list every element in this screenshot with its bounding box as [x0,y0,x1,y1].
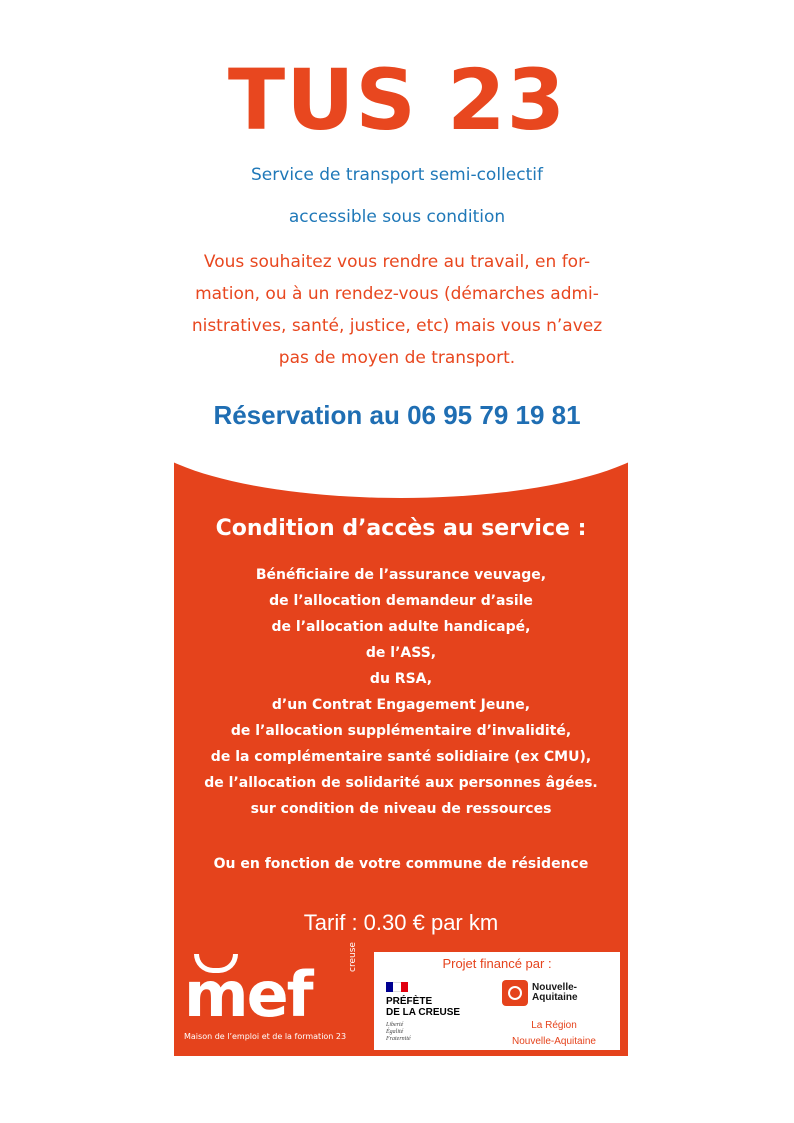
region-logo-line: Aquitaine [532,992,578,1003]
condition-item: de l’ASS, [365,645,437,661]
tarif-text: Tarif : 0.30 € par km [303,910,499,935]
commune-condition: Ou en fonction de votre commune de résidence [213,856,589,872]
prefete-logo [386,982,486,1043]
lion-emblem-icon [502,980,528,1006]
french-flag-icon [386,982,408,992]
intro-line: mation, ou à un rendez-vous (démarches admi- [195,284,599,304]
prefete-name-line: PRÉFÈTE [386,996,433,1007]
condition-item: d’un Contrat Engagement Jeune, [271,697,531,713]
condition-item: de l’allocation demandeur d’asile [269,593,533,609]
region-label-line: Nouvelle-Aquitaine [512,1036,596,1047]
mef-side-text: creuse [348,942,358,972]
region-logo-text [532,983,578,1003]
region-label [492,1018,616,1050]
intro-line: pas de moyen de transport. [278,348,516,368]
prefete-name [386,996,486,1018]
region-label-line: La Région [531,1020,577,1031]
mef-caption: Maison de l’emploi et de la formation 23 [184,1032,347,1041]
conditions-panel [174,432,628,1056]
region-logo-line: Nouvelle- [532,982,578,993]
motto-line: Égalité [386,1029,404,1035]
motto-line: Liberté [386,1022,404,1028]
intro-line: nistratives, santé, justice, etc) mais vous n’avez [191,316,603,336]
intro-line: Vous souhaitez vous rendre au travail, en for- [203,252,591,272]
motto-line: Fraternité [386,1036,411,1042]
condition-item: de l’allocation adulte handicapé, [271,619,531,635]
reservation-phone: Réservation au 06 95 79 19 81 [213,400,581,430]
mef-wordmark: mef [184,958,312,1031]
republic-motto [386,1022,486,1043]
subtitle-service: Service de transport semi-collectif [251,165,543,185]
page-title: TUS 23 [227,51,567,149]
mef-logo [182,942,372,1050]
prefete-name-line: DE LA CREUSE [386,1007,461,1018]
condition-item: sur condition de niveau de ressources [250,801,552,817]
conditions-list [174,562,628,822]
condition-item: de l’allocation de solidarité aux personnes âgées. [204,775,598,791]
panel-top-curve [174,432,628,498]
condition-item: Bénéficiaire de l’assurance veuvage, [255,567,547,583]
subtitle-condition: accessible sous condition [288,207,506,227]
intro-paragraph [150,246,644,374]
condition-item: de l’allocation supplémentaire d’invalidité, [230,723,572,739]
conditions-title: Condition d’accès au service : [215,516,587,541]
funding-box [374,952,620,1050]
condition-item: du RSA, [369,671,433,687]
funding-title: Projet financé par : [442,956,552,971]
condition-item: de la complémentaire santé solidiaire (ex CMU), [210,749,592,765]
